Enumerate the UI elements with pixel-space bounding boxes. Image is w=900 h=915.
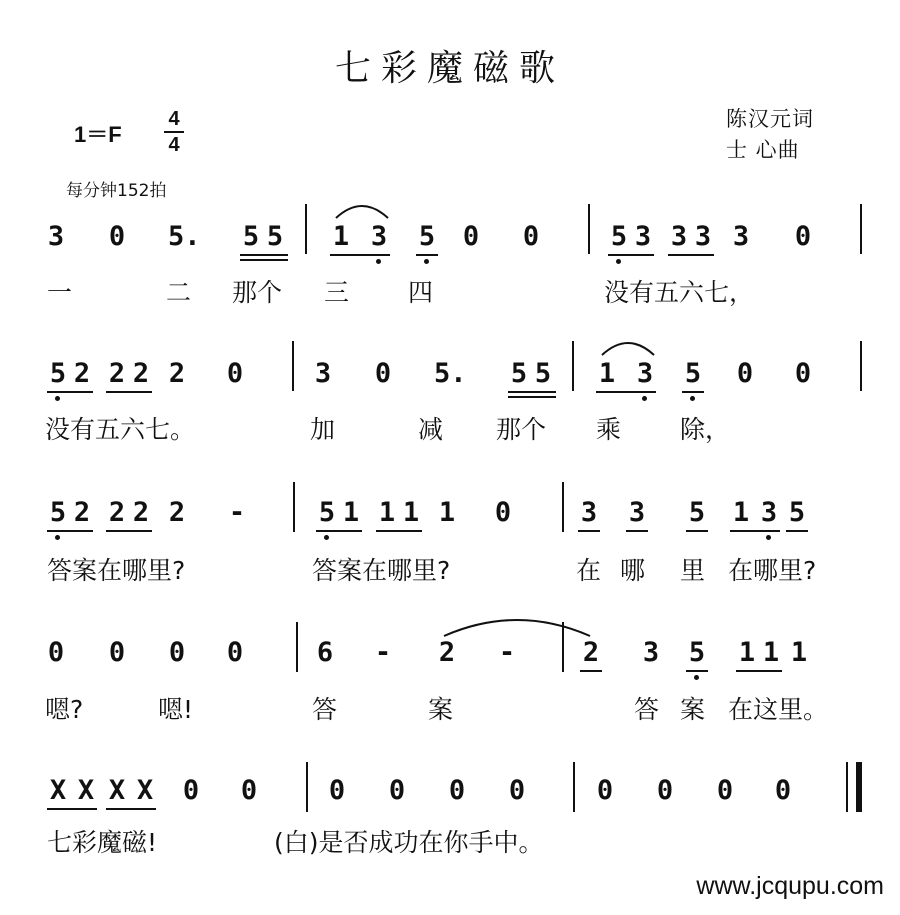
note: 0	[736, 358, 754, 389]
barline	[572, 341, 574, 391]
note: 1	[598, 358, 616, 389]
lyric: 七彩魔磁!	[47, 828, 158, 857]
note: 5	[688, 637, 706, 668]
note: 2	[108, 497, 126, 528]
underline	[668, 254, 714, 256]
note: 0	[448, 775, 466, 806]
note: 5	[684, 358, 702, 389]
low-dot	[766, 535, 771, 540]
tie	[442, 614, 592, 638]
note: 0	[182, 775, 200, 806]
note: 5	[49, 497, 67, 528]
underline	[596, 391, 656, 393]
note: 2	[168, 497, 186, 528]
underline	[786, 530, 808, 532]
note: 3	[47, 221, 65, 252]
lyric: 哪	[620, 556, 646, 585]
underline	[682, 391, 704, 393]
note: 0	[522, 221, 540, 252]
note: 0	[328, 775, 346, 806]
composer-credit: 士 心曲	[726, 138, 800, 162]
note: 5	[788, 497, 806, 528]
note: 0	[47, 637, 65, 668]
note: 1	[438, 497, 456, 528]
underline	[106, 530, 152, 532]
lyric: 嗯?	[45, 695, 84, 724]
barline	[562, 622, 564, 672]
underline	[508, 391, 556, 393]
lyricist-credit: 陈汉元词	[726, 107, 814, 131]
underline	[736, 670, 782, 672]
underline	[240, 254, 288, 256]
lyric: 乘	[596, 415, 622, 444]
underline	[608, 254, 654, 256]
note: 1	[738, 637, 756, 668]
note: 2	[73, 497, 91, 528]
note: 3	[670, 221, 688, 252]
note: 0	[388, 775, 406, 806]
note: 3	[314, 358, 332, 389]
underline	[47, 530, 93, 532]
lyric: 案	[680, 695, 706, 724]
note: 3	[580, 497, 598, 528]
lyric: 答	[634, 695, 660, 724]
lyric: 那个	[496, 415, 547, 444]
final-barline-thick	[856, 762, 862, 812]
low-dot	[694, 675, 699, 680]
lyric: 没有五六七。	[45, 415, 196, 444]
lyric: 加	[310, 415, 336, 444]
note: 5	[534, 358, 552, 389]
lyric: 一	[47, 278, 73, 307]
note: 0	[774, 775, 792, 806]
underline	[47, 808, 97, 810]
lyric: (白)是否成功在你手中。	[274, 828, 544, 857]
barline	[573, 762, 575, 812]
key-signature: 1＝F	[74, 122, 122, 147]
lyric: 嗯!	[158, 695, 194, 724]
note: 0	[108, 637, 126, 668]
lyric: 答	[312, 695, 338, 724]
note: 1	[732, 497, 750, 528]
barline	[860, 341, 862, 391]
note: 0	[494, 497, 512, 528]
note: -	[498, 637, 516, 668]
note: 0	[374, 358, 392, 389]
note: 3	[694, 221, 712, 252]
barline	[562, 482, 564, 532]
note: 0	[108, 221, 126, 252]
song-title: 七彩魔磁歌	[334, 48, 565, 89]
note: 5	[418, 221, 436, 252]
lyric: 三	[324, 278, 350, 307]
website-watermark: www.jcqupu.com	[696, 872, 884, 900]
lyric: 在这里。	[728, 695, 829, 724]
note: 0	[794, 221, 812, 252]
note: 5	[318, 497, 336, 528]
note: 3	[634, 221, 652, 252]
note: 0	[168, 637, 186, 668]
time-signature-bar	[164, 131, 184, 133]
tempo-marking: 每分钟152拍	[66, 181, 167, 201]
lyric: 没有五六七，	[604, 278, 755, 307]
note: 2	[438, 637, 456, 668]
barline	[292, 341, 294, 391]
note: 2	[168, 358, 186, 389]
note: 3	[370, 221, 388, 252]
barline	[588, 204, 590, 254]
low-dot	[616, 259, 621, 264]
underline	[508, 396, 556, 398]
time-signature-top: 4	[168, 108, 180, 130]
note: 0	[794, 358, 812, 389]
underline	[240, 259, 288, 261]
note: 5.	[434, 358, 467, 389]
note: 0	[462, 221, 480, 252]
lyric: 二	[166, 278, 192, 307]
lyric: 减	[418, 415, 444, 444]
note: 3	[636, 358, 654, 389]
note: 1	[762, 637, 780, 668]
lyric: 案	[428, 695, 454, 724]
note: 5	[266, 221, 284, 252]
note: -	[228, 497, 246, 528]
barline	[860, 204, 862, 254]
note: 2	[73, 358, 91, 389]
lyric: 里	[680, 556, 706, 585]
lyric: 答案在哪里?	[312, 556, 451, 585]
lyric: 答案在哪里?	[47, 556, 186, 585]
note: 2	[132, 358, 150, 389]
note: X	[77, 775, 95, 806]
underline	[376, 530, 422, 532]
barline	[306, 762, 308, 812]
barline	[305, 204, 307, 254]
note: X	[108, 775, 126, 806]
note: 5	[688, 497, 706, 528]
slur	[334, 200, 390, 220]
low-dot	[55, 396, 60, 401]
note: X	[49, 775, 67, 806]
note: 0	[656, 775, 674, 806]
final-barline-thin	[846, 762, 848, 812]
note: 1	[378, 497, 396, 528]
underline	[686, 530, 708, 532]
low-dot	[424, 259, 429, 264]
lyric: 在哪里?	[728, 556, 817, 585]
note: 2	[108, 358, 126, 389]
time-signature	[164, 108, 184, 156]
note: 3	[760, 497, 778, 528]
underline	[578, 530, 600, 532]
slur	[600, 337, 656, 357]
note: 3	[732, 221, 750, 252]
note: 0	[226, 637, 244, 668]
note: 1	[342, 497, 360, 528]
underline	[416, 254, 438, 256]
note: 0	[508, 775, 526, 806]
note: 3	[642, 637, 660, 668]
note: 2	[582, 637, 600, 668]
note: 0	[240, 775, 258, 806]
note: -	[374, 637, 392, 668]
note: 1	[402, 497, 420, 528]
underline	[316, 530, 362, 532]
note: 0	[226, 358, 244, 389]
note: X	[136, 775, 154, 806]
note: 5.	[168, 221, 201, 252]
underline	[330, 254, 390, 256]
note: 6	[316, 637, 334, 668]
note: 1	[790, 637, 808, 668]
note: 3	[628, 497, 646, 528]
underline	[730, 530, 780, 532]
note: 1	[332, 221, 350, 252]
underline	[580, 670, 602, 672]
note: 5	[49, 358, 67, 389]
underline	[47, 391, 93, 393]
note: 5	[242, 221, 260, 252]
lyric: 在	[576, 556, 602, 585]
note: 5	[510, 358, 528, 389]
note: 0	[596, 775, 614, 806]
barline	[296, 622, 298, 672]
underline	[686, 670, 708, 672]
underline	[106, 808, 156, 810]
underline	[626, 530, 648, 532]
time-signature-bottom: 4	[168, 134, 180, 156]
low-dot	[642, 396, 647, 401]
low-dot	[690, 396, 695, 401]
lyric: 除，	[680, 415, 731, 444]
note: 0	[716, 775, 734, 806]
low-dot	[376, 259, 381, 264]
low-dot	[324, 535, 329, 540]
lyric: 那个	[232, 278, 283, 307]
underline	[106, 391, 152, 393]
note: 2	[132, 497, 150, 528]
low-dot	[55, 535, 60, 540]
lyric: 四	[408, 278, 434, 307]
barline	[293, 482, 295, 532]
note: 5	[610, 221, 628, 252]
